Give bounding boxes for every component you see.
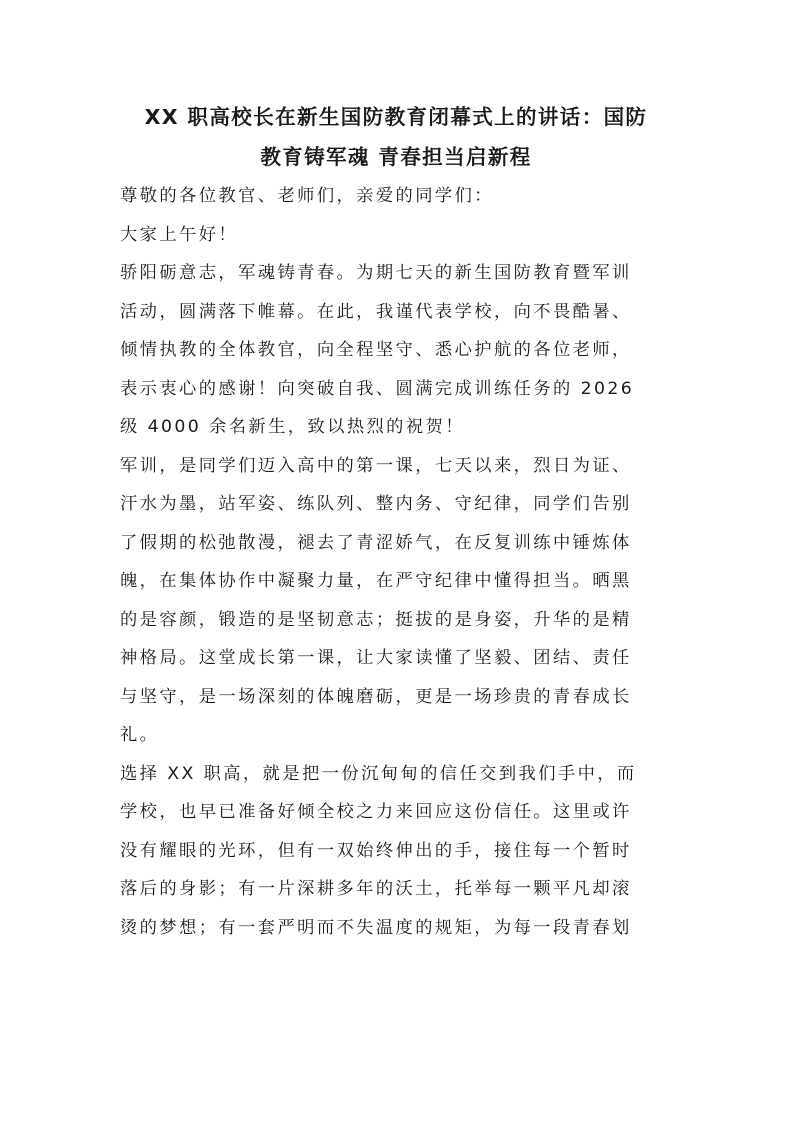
text-line: 了假期的松弛散漫，褪去了青涩娇气，在反复训练中锤炼体 <box>120 532 632 553</box>
text-line: 表示衷心的感谢！向突破自我、圆满完成训练任务的 2026 <box>120 378 635 399</box>
text-line: 落后的身影；有一片深耕多年的沃土，托举每一颗平凡却滚 <box>120 879 632 899</box>
text-line: 选择 XX 职高，就是把一份沉甸甸的信任交到我们手中，而 <box>120 763 637 784</box>
body-paragraph <box>120 254 672 447</box>
body-paragraph <box>120 755 672 948</box>
text-line: 骄阳砺意志，军魂铸青春。为期七天的新生国防教育暨军训 <box>120 263 632 283</box>
text-line: 神格局。这堂成长第一课，让大家读懂了坚毅、团结、责任 <box>120 648 632 668</box>
text-line: 魄，在集体协作中凝聚力量，在严守纪律中懂得担当。晒黑 <box>120 571 632 591</box>
title-line: 教育铸军魂 青春担当启新程 <box>260 145 532 169</box>
text-line: 级 4000 余名新生，致以热烈的祝贺！ <box>120 417 465 437</box>
text-line: 汗水为墨，站军姿、练队列、整内务、守纪律，同学们告别 <box>120 494 632 514</box>
text-line: 活动，圆满落下帷幕。在此，我谨代表学校，向不畏酷暑、 <box>120 301 632 322</box>
text-line: 倾情执教的全体教官，向全程坚守、悉心护航的各位老师， <box>120 340 632 360</box>
text-line: 烫的梦想；有一套严明而不失温度的规矩，为每一段青春划 <box>120 917 632 938</box>
document-title <box>120 97 672 177</box>
text-line: 礼。 <box>120 725 160 745</box>
text-line: 学校，也早已准备好倾全校之力来回应这份信任。这里或许 <box>120 802 632 822</box>
text-line: 大家上午好！ <box>120 224 239 245</box>
text-line: 的是容颜，锻造的是坚韧意志；挺拔的是身姿，升华的是精 <box>120 609 632 630</box>
body-paragraph <box>120 447 672 755</box>
text-line: 没有耀眼的光环，但有一双始终伸出的手，接住每一个暂时 <box>120 840 632 861</box>
text-line: 尊敬的各位教官、老师们，亲爱的同学们： <box>120 186 494 206</box>
text-line: 与坚守，是一场深刻的体魄磨砺，更是一场珍贵的青春成长 <box>120 686 632 707</box>
salutation-paragraph <box>120 177 672 216</box>
title-line: XX 职高校长在新生国防教育闭幕式上的讲话：国防 <box>144 105 648 129</box>
greeting-paragraph <box>120 216 672 255</box>
text-line: 军训，是同学们迈入高中的第一课，七天以来，烈日为证、 <box>120 455 632 476</box>
document-body <box>120 97 672 947</box>
